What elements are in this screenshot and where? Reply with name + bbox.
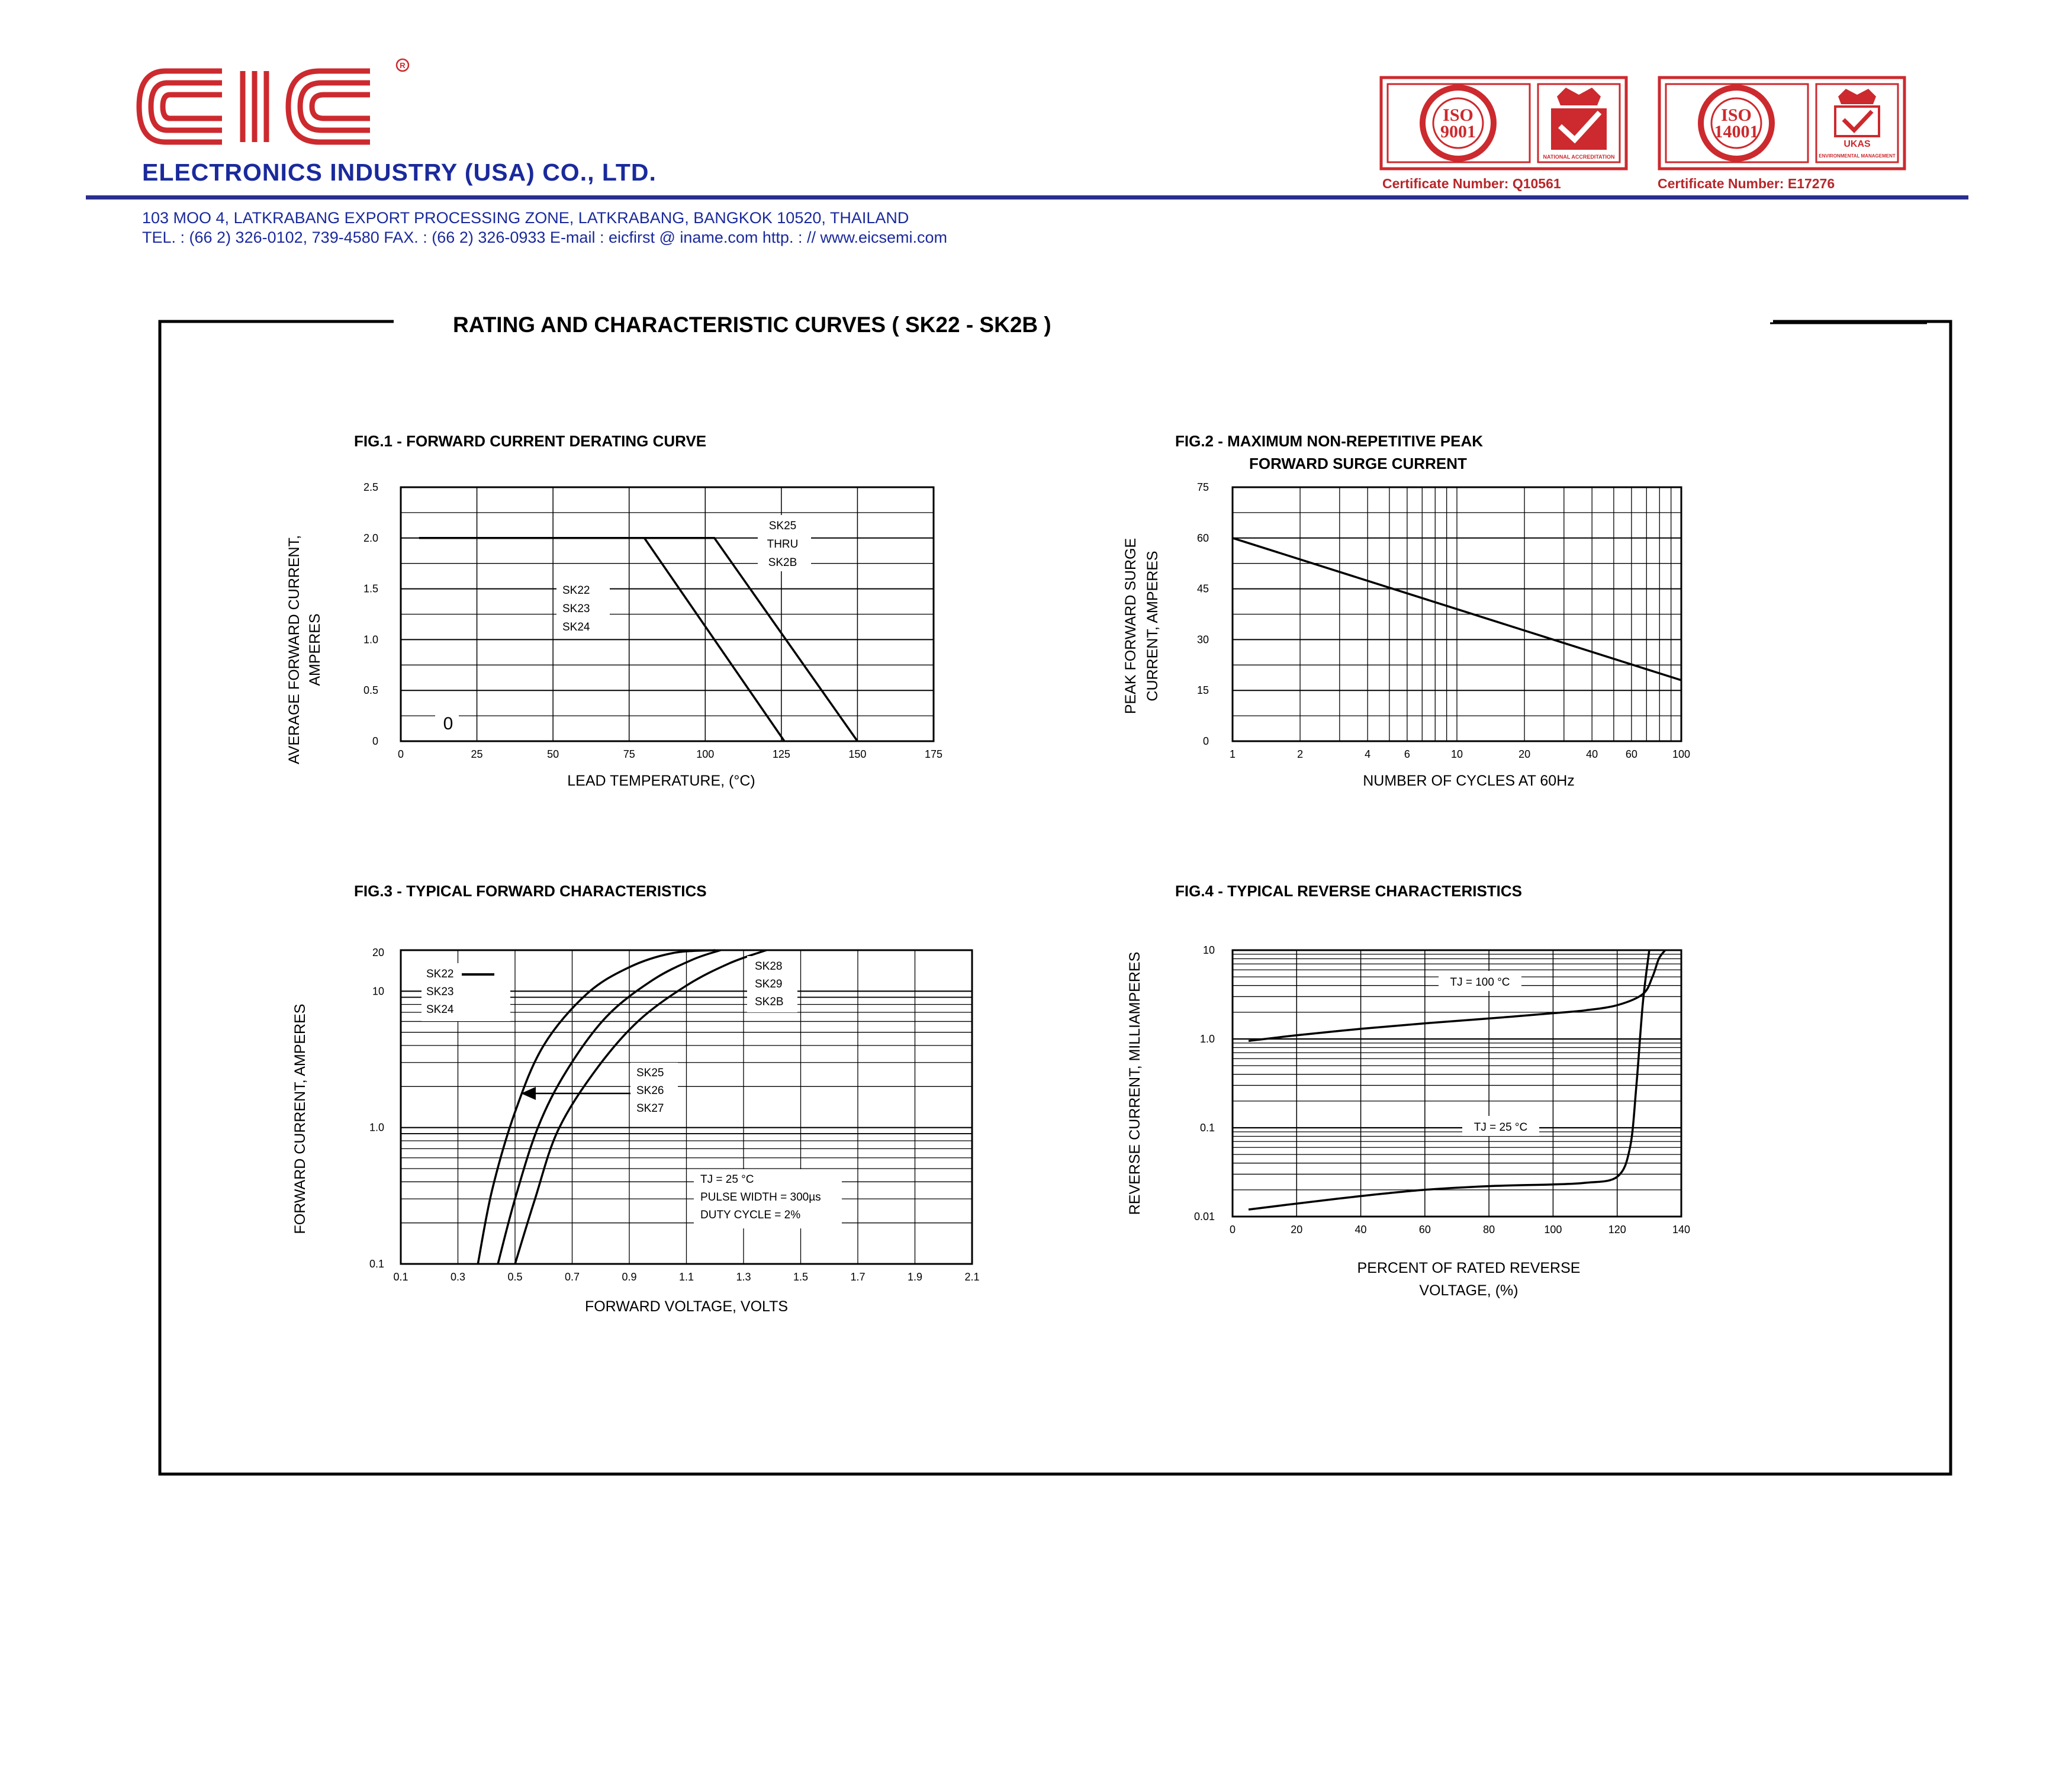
- fig4-y-tick-label: 0.1: [1199, 1122, 1215, 1134]
- fig3-series-1-label: SK24: [426, 1003, 454, 1016]
- fig4-y-axis-label: REVERSE CURRENT, MILLIAMPERES: [1127, 951, 1143, 1215]
- fig3-x-tick-label: 1.9: [907, 1271, 923, 1283]
- fig1-y-axis-label-line1: AVERAGE FORWARD CURRENT,: [286, 535, 303, 765]
- fig3-x-tick-label: 0.1: [393, 1271, 408, 1283]
- fig4-x-tick-label: 100: [1544, 1224, 1562, 1236]
- svg-text:ENVIRONMENTAL MANAGEMENT: ENVIRONMENTAL MANAGEMENT: [1819, 153, 1896, 159]
- fig1-series-2-label: THRU: [767, 538, 799, 551]
- fig2-y-axis-label-line2: CURRENT, AMPERES: [1144, 551, 1161, 702]
- fig2-x-tick-label: 100: [1672, 748, 1691, 760]
- fig3-title: FIG.3 - TYPICAL FORWARD CHARACTERISTICS: [354, 882, 707, 900]
- fig1-series-1-label: SK23: [562, 603, 590, 615]
- fig3-x-tick-label: 0.5: [507, 1271, 523, 1283]
- fig1-x-axis-label: LEAD TEMPERATURE, (°C): [567, 773, 755, 789]
- fig1-y-tick-label: 2.0: [363, 532, 378, 544]
- company-contact: TEL. : (66 2) 326-0102, 739-4580 FAX. : (66 2) 326-0933 E-mail : eicfirst @ iname.com http. : // www.eicsemi.com: [142, 229, 947, 246]
- certificate-number-2: Certificate Number: E17276: [1658, 176, 1835, 191]
- fig2-y-tick-label: 45: [1196, 583, 1209, 595]
- fig1-y-tick-label: 0.5: [363, 684, 378, 697]
- fig2-x-tick-label: 10: [1450, 748, 1463, 760]
- fig2-x-tick-label: 1: [1229, 748, 1236, 760]
- fig2-x-tick-label: 20: [1518, 748, 1531, 760]
- svg-text:UKAS: UKAS: [1843, 139, 1871, 149]
- fig1-x-tick-label: 0: [397, 748, 404, 760]
- fig4-x-tick-label: 40: [1354, 1224, 1367, 1236]
- company-name: ELECTRONICS INDUSTRY (USA) CO., LTD.: [142, 159, 657, 186]
- fig4-x-axis-label-line2: VOLTAGE, (%): [1419, 1282, 1518, 1299]
- fig3-x-tick-label: 1.5: [793, 1271, 809, 1283]
- fig3-x-tick-label: 0.3: [450, 1271, 466, 1283]
- fig4-series-2-label: TJ = 25 °C: [1473, 1121, 1528, 1134]
- fig2-title-line1: FIG.2 - MAXIMUM NON-REPETITIVE PEAK: [1175, 432, 1484, 450]
- fig1-series-1-label: SK22: [562, 584, 590, 597]
- fig1-x-tick-label: 50: [547, 748, 559, 760]
- fig4-title: FIG.4 - TYPICAL REVERSE CHARACTERISTICS: [1175, 882, 1523, 900]
- fig4-y-tick-label: 10: [1202, 944, 1215, 956]
- fig1-x-tick-label: 150: [848, 748, 867, 760]
- fig1-x-tick-label: 25: [471, 748, 483, 760]
- fig2-y-axis-label-line1: PEAK FORWARD SURGE: [1122, 538, 1139, 715]
- svg-text:14001: 14001: [1714, 122, 1759, 141]
- fig3-y-tick-label: 1.0: [369, 1121, 384, 1134]
- fig3-test-condition: PULSE WIDTH = 300µs: [700, 1191, 821, 1204]
- fig2-x-tick-label: 6: [1404, 748, 1410, 760]
- fig1-x-tick-label: 100: [696, 748, 715, 760]
- fig3-test-condition: TJ = 25 °C: [700, 1173, 754, 1186]
- fig4-y-tick-label: 1.0: [1199, 1033, 1215, 1045]
- fig3-series-3-label: SK28: [755, 960, 783, 973]
- fig2-y-tick-label: 75: [1196, 481, 1209, 493]
- fig2-x-tick-label: 40: [1586, 748, 1598, 760]
- fig3-x-tick-label: 0.9: [622, 1271, 637, 1283]
- svg-text:ISO: ISO: [1443, 105, 1473, 125]
- fig4-y-tick-label: 0.01: [1193, 1211, 1215, 1222]
- company-address: 103 MOO 4, LATKRABANG EXPORT PROCESSING ZONE, LATKRABANG, BANGKOK 10520, THAILAND: [142, 209, 909, 227]
- fig4-x-tick-label: 140: [1672, 1224, 1691, 1236]
- fig4-x-tick-label: 0: [1229, 1224, 1236, 1236]
- fig2-x-tick-label: 2: [1297, 748, 1304, 760]
- page-title: RATING AND CHARACTERISTIC CURVES ( SK22 - SK2B ): [453, 313, 1051, 337]
- fig3-x-tick-label: 0.7: [564, 1271, 580, 1283]
- fig4-x-tick-label: 120: [1608, 1224, 1626, 1236]
- fig1-y-tick-label: 1.0: [363, 633, 378, 646]
- fig2-y-tick-label: 0: [1202, 735, 1209, 747]
- fig2-x-axis-label: NUMBER OF CYCLES AT 60Hz: [1363, 773, 1575, 789]
- fig3-series-3-label: SK29: [755, 978, 783, 990]
- fig3-x-tick-label: 1.3: [736, 1271, 751, 1283]
- fig1-y-axis-label-line2: AMPERES: [307, 613, 323, 686]
- fig1-x-tick-label: 75: [623, 748, 635, 760]
- fig1-series-1-label: SK24: [562, 621, 590, 633]
- fig4-series-1-label: TJ = 100 °C: [1450, 976, 1510, 989]
- fig1-x-tick-label: 175: [924, 748, 943, 760]
- fig3-series-1-label: SK22: [426, 968, 454, 980]
- certificate-number-1: Certificate Number: Q10561: [1382, 176, 1561, 191]
- fig1-series-2-label: SK25: [768, 520, 797, 532]
- fig3-x-tick-label: 2.1: [964, 1271, 980, 1283]
- fig4-x-tick-label: 60: [1418, 1224, 1431, 1236]
- fig3-x-tick-label: 1.1: [678, 1271, 694, 1283]
- fig1-x-tick-label: 125: [772, 748, 790, 760]
- fig4-x-axis-label-line1: PERCENT OF RATED REVERSE: [1357, 1260, 1581, 1276]
- svg-text:NATIONAL ACCREDITATION: NATIONAL ACCREDITATION: [1543, 154, 1615, 160]
- fig3-y-tick-label: 20: [372, 947, 384, 958]
- fig2-y-tick-label: 15: [1196, 684, 1209, 697]
- svg-text:ISO: ISO: [1721, 105, 1752, 125]
- fig1-y-tick-label: 2.5: [363, 481, 378, 493]
- fig3-y-tick-label: 0.1: [369, 1258, 384, 1270]
- fig4-x-tick-label: 20: [1291, 1224, 1303, 1236]
- fig3-y-tick-label: 10: [372, 985, 384, 998]
- fig3-series-3-label: SK2B: [755, 996, 784, 1008]
- fig1-y-tick-label: 0: [372, 735, 378, 747]
- fig1-y-tick-label: 1.5: [363, 583, 378, 595]
- fig2-y-tick-label: 60: [1196, 532, 1209, 544]
- fig3-series-2-label: SK27: [636, 1102, 664, 1115]
- fig3-series-2-label: SK26: [636, 1085, 664, 1097]
- fig2-x-tick-label: 60: [1625, 748, 1637, 760]
- fig3-x-axis-label: FORWARD VOLTAGE, VOLTS: [584, 1298, 789, 1315]
- fig3-series-1-label: SK23: [426, 986, 454, 998]
- fig3-test-condition: DUTY CYCLE = 2%: [700, 1209, 801, 1221]
- svg-text:R: R: [400, 61, 406, 70]
- fig2-x-tick-label: 4: [1365, 748, 1371, 760]
- fig2-title-line2: FORWARD SURGE CURRENT: [1249, 455, 1467, 472]
- svg-text:9001: 9001: [1440, 122, 1476, 141]
- fig1-title: FIG.1 - FORWARD CURRENT DERATING CURVE: [354, 432, 707, 450]
- fig1-annotation: 0: [443, 714, 453, 733]
- fig2-y-tick-label: 30: [1196, 633, 1209, 646]
- fig3-x-tick-label: 1.7: [850, 1271, 866, 1283]
- fig3-series-2-label: SK25: [636, 1067, 664, 1079]
- fig3-y-axis-label: FORWARD CURRENT, AMPERES: [292, 1003, 308, 1234]
- fig1-series-2-label: SK2B: [768, 556, 797, 569]
- fig4-x-tick-label: 80: [1483, 1224, 1495, 1236]
